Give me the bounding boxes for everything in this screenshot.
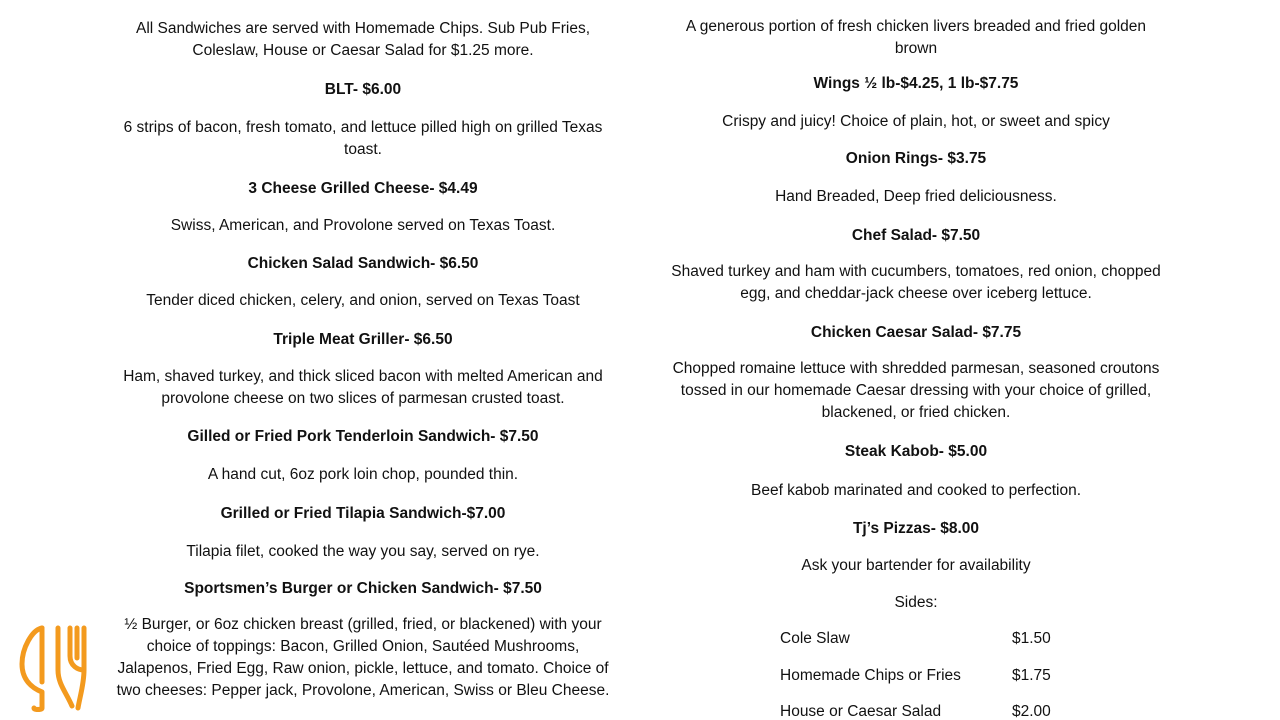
side-name: House or Caesar Salad — [780, 703, 942, 720]
side-name: Cole Slaw — [780, 630, 850, 647]
side-name: Homemade Chips or Fries — [780, 667, 961, 684]
sandwich-intro: All Sandwiches are served with Homemade Chips. Sub Pub Fries, Coleslaw, House or Caesar Salad for $1.25 more. — [135, 20, 590, 59]
chicken-livers-description: A generous portion of fresh chicken livers breaded and fried golden brown — [685, 18, 1147, 57]
menu-item-title: Sportsmen’s Burger or Chicken Sandwich- $7.50 — [184, 580, 542, 597]
side-row — [780, 701, 1070, 720]
menu-item-title: Wings ½ lb-$4.25, 1 lb-$7.75 — [813, 75, 1019, 92]
menu-item-description: Tender diced chicken, celery, and onion, served on Texas Toast — [146, 292, 580, 309]
sides-heading: Sides: — [894, 594, 938, 611]
menu-item-description: Ask your bartender for availability — [801, 557, 1031, 574]
menu-item-description: 6 strips of bacon, fresh tomato, and lettuce pilled high on grilled Texas toast. — [123, 119, 603, 158]
menu-item-description: Hand Breaded, Deep fried deliciousness. — [775, 188, 1057, 205]
side-row — [780, 628, 1070, 650]
menu-item-description: Shaved turkey and ham with cucumbers, tomatoes, red onion, chopped egg, and cheddar-jack cheese over iceberg lettuce. — [671, 263, 1161, 302]
side-row — [780, 665, 1070, 687]
menu-item-description: Swiss, American, and Provolone served on Texas Toast. — [170, 217, 556, 234]
side-price: $1.50 — [1012, 630, 1051, 647]
menu-item-description: A hand cut, 6oz pork loin chop, pounded thin. — [207, 466, 519, 483]
menu-item-title: Triple Meat Griller- $6.50 — [273, 331, 453, 348]
menu-item-description: Crispy and juicy! Choice of plain, hot, or sweet and spicy — [722, 113, 1110, 130]
menu-item-title: Chicken Caesar Salad- $7.75 — [810, 324, 1022, 341]
menu-item-title: Chicken Salad Sandwich- $6.50 — [247, 255, 479, 272]
menu-item-description: Tilapia filet, cooked the way you say, served on rye. — [186, 543, 540, 560]
menu-item-description: Beef kabob marinated and cooked to perfection. — [750, 482, 1082, 499]
menu-item-description: ½ Burger, or 6oz chicken breast (grilled, fried, or blackened) with your choice of toppings: Bacon, Grilled Onion, Sautéed Mushrooms, Jalapenos, Fried Egg, Raw onion, pickle, lettuce, and tomato. Choice of two cheeses: Pepper jack, Provolone, American, Swiss or Bleu Cheese. — [116, 616, 610, 699]
side-price: $2.00 — [1012, 703, 1051, 720]
menu-item-title: Grilled or Fried Tilapia Sandwich-$7.00 — [220, 505, 506, 522]
menu-item-title: Tj’s Pizzas- $8.00 — [852, 520, 980, 537]
menu-item-title: Chef Salad- $7.50 — [851, 227, 981, 244]
menu-item-description: Chopped romaine lettuce with shredded parmesan, seasoned croutons tossed in our homemade Caesar dressing with your choice of grilled, blackened, or fried chicken. — [672, 360, 1160, 421]
menu-item-title: BLT- $6.00 — [324, 81, 402, 98]
menu-item-title: Onion Rings- $3.75 — [845, 150, 987, 167]
menu-item-title: Steak Kabob- $5.00 — [844, 443, 988, 460]
menu-item-title: Gilled or Fried Pork Tenderloin Sandwich- $7.50 — [187, 428, 539, 445]
menu-item-title: 3 Cheese Grilled Cheese- $4.49 — [248, 180, 478, 197]
fork-and-spoon-logo-icon — [14, 622, 92, 714]
menu-item-description: Ham, shaved turkey, and thick sliced bacon with melted American and provolone cheese on two slices of parmesan crusted toast. — [123, 368, 603, 407]
side-price: $1.75 — [1012, 667, 1051, 684]
